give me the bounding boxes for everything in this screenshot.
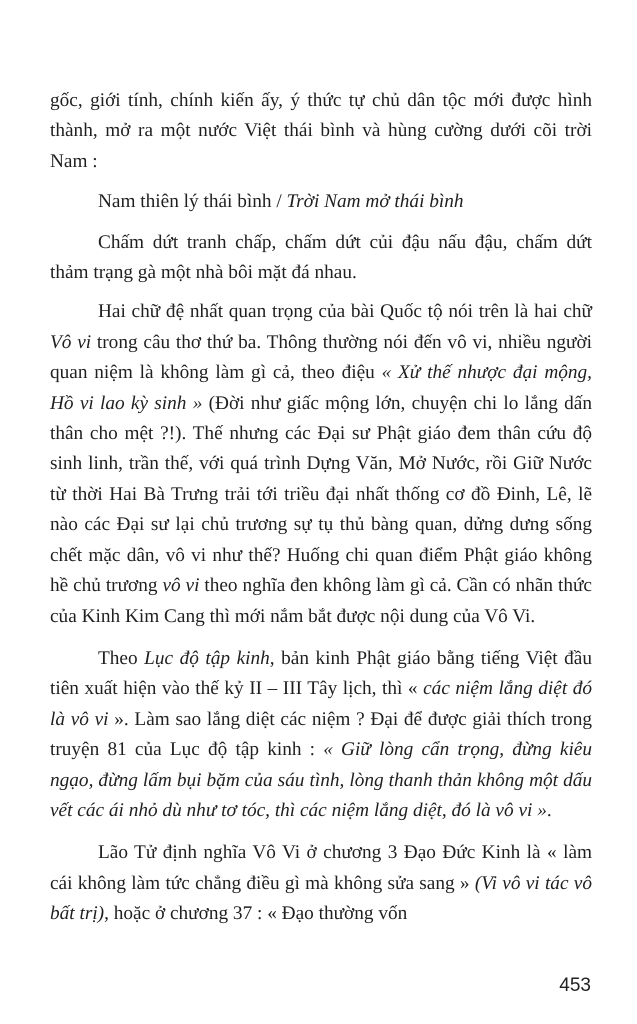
italic-quote: « Xử thế nhược đại mộng, Hồ vi lao kỳ sinh » [50,362,592,414]
italic-term: vô vi [162,575,200,597]
italic-quote: (Vi vô vi tác vô bất trị) [50,872,592,925]
italic-quote: các niệm lắng diệt đó là vô vi [50,678,592,730]
paragraph-text: gốc, giới tính, chính kiến ấy, ý thức tự chủ dân tộc mới được hình thành, mở ra một nước Việt thái bình và hùng cường dưới cõi trời Nam : [50,90,592,172]
paragraph-3 [50,297,592,631]
paragraph-text: Chấm dứt tranh chấp, chấm dứt củi đậu nấu đậu, chấm dứt thảm trạng gà một nhà bôi mặt đá nhau. [50,231,592,284]
verse-original: Nam thiên lý thái bình / [98,191,287,213]
paragraph-5 [50,838,592,929]
paragraph-2 [50,228,592,289]
verse-translation: Trời Nam mở thái bình [286,191,464,213]
paragraph-text: . [546,799,552,821]
paragraph-text: Hai chữ đệ nhất quan trọng của bài Quốc tộ nói trên là hai chữ [98,301,592,323]
paragraph-text: (Đời như giấc mộng lớn, chuyện chi lo lắng dấn thân cho mệt ?!). Thế nhưng các Đại sư Phật giáo đem thân cứu độ sinh linh, trần thế, với quá trình Dựng Văn, Mở Nước, rồi Giữ Nước từ thời Hai Bà Trưng trải tới triều đại nhất thống cơ đồ Đinh, Lê, lẽ nào các Đại sư lại chủ trương sự tụ thủ bàng quan, dửng dưng sống chết mặc dân, vô vi như thế? Huống chi quan điểm Phật giáo không hề chủ trương [50,392,592,597]
paragraph-4 [50,644,592,826]
page-number: 453 [559,975,591,996]
italic-title: Lục độ tập kinh [144,647,270,669]
italic-term: Vô vi [50,331,92,353]
paragraph-text: ». Làm sao lắng diệt các niệm ? Đại để được giải thích trong truyện 81 của Lục độ tập kinh : [50,708,592,761]
paragraph-text: Lão Tử định nghĩa Vô Vi ở chương 3 Đạo Đức Kinh là « làm cái không làm tức chẳng điều gì mà không sửa sang » [50,842,592,894]
paragraph-text: theo nghĩa đen không làm gì cả. Cần có nhãn thức của Kinh Kim Cang thì mới nắm bắt được nội dung của Vô Vi. [50,575,592,627]
body-text [50,86,592,930]
verse-line [50,187,592,217]
paragraph-text: , hoặc ở chương 37 : « Đạo thường vốn [104,903,408,925]
paragraph-text: trong câu thơ thứ ba. Thông thường nói đến vô vi, nhiều người quan niệm là không làm gì cả, theo điệu [50,331,592,384]
paragraph-text: , bản kinh Phật giáo bằng tiếng Việt đầu tiên xuất hiện vào thế kỷ II – III Tây lịch, thì « [50,647,593,700]
paragraph-text: Theo [98,647,145,669]
italic-quote: « Giữ lòng cẩn trọng, đừng kiêu ngạo, đừng lấm bụi bặm của sáu tình, lòng thanh thản không một dấu vết các ái nhỏ dù như tơ tóc, thì các niệm lắng diệt, đó là vô vi » [50,739,592,821]
paragraph-1 [50,86,592,177]
